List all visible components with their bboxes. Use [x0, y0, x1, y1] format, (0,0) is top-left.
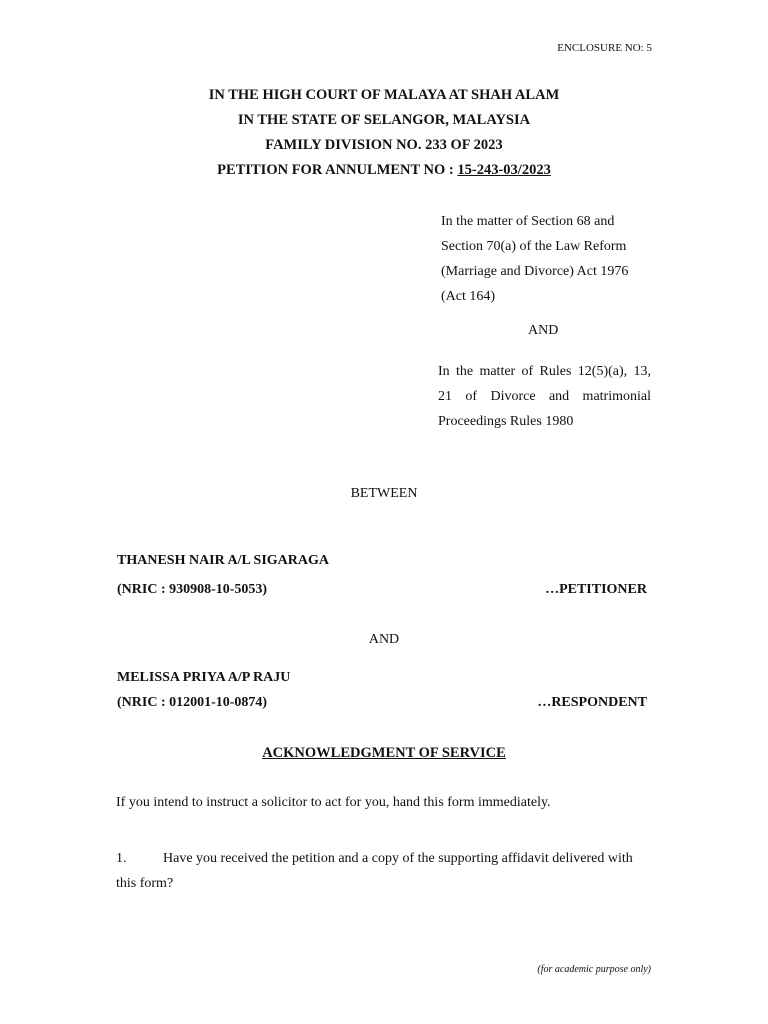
matter-line: In the matter of Section 68 and [441, 214, 615, 229]
court-heading-line-2: IN THE STATE OF SELANGOR, MALAYSIA [237, 112, 531, 128]
and-connector: AND [528, 323, 559, 338]
petitioner-name: THANESH NAIR A/L SIGARAGA [117, 553, 329, 568]
question-text: Have you received the petition and a copy of the supporting affidavit delivered with this form? [116, 851, 633, 891]
matter-block-act [441, 209, 661, 309]
instruction-text: If you intend to instruct a solicitor to act for you, hand this form immediately. [116, 795, 551, 810]
matter-line: Section 70(a) of the Law Reform [441, 239, 627, 254]
enclosure-number: ENCLOSURE NO: 5 [557, 42, 652, 54]
matter-line: (Act 164) [441, 289, 496, 304]
respondent-role: …RESPONDENT [537, 695, 647, 710]
court-heading-line-1: IN THE HIGH COURT OF MALAYA AT SHAH ALAM [208, 87, 560, 103]
petition-number: 15-243-03/2023 [457, 162, 551, 178]
matter-block-rules: In the matter of Rules 12(5)(a), 13, 21 of Divorce and matrimonial Proceedings Rules 1980 [438, 364, 651, 429]
respondent-nric: (NRIC : 012001-10-0874) [117, 695, 268, 710]
footer-note: (for academic purpose only) [537, 964, 651, 975]
and-connector: AND [368, 632, 400, 647]
petitioner-role: …PETITIONER [545, 582, 647, 597]
petitioner-nric: (NRIC : 930908-10-5053) [117, 582, 268, 597]
petition-number-label: PETITION FOR ANNULMENT NO : [217, 162, 458, 178]
matter-line: (Marriage and Divorce) Act 1976 [441, 264, 629, 279]
question-number: 1. [116, 851, 127, 866]
between-label: BETWEEN [350, 486, 418, 501]
question-item [116, 846, 651, 896]
petition-number-line [0, 162, 768, 179]
document-title: ACKNOWLEDGMENT OF SERVICE [262, 745, 506, 761]
respondent-name: MELISSA PRIYA A/P RAJU [117, 670, 291, 685]
court-heading-line-3: FAMILY DIVISION NO. 233 OF 2023 [265, 137, 503, 153]
